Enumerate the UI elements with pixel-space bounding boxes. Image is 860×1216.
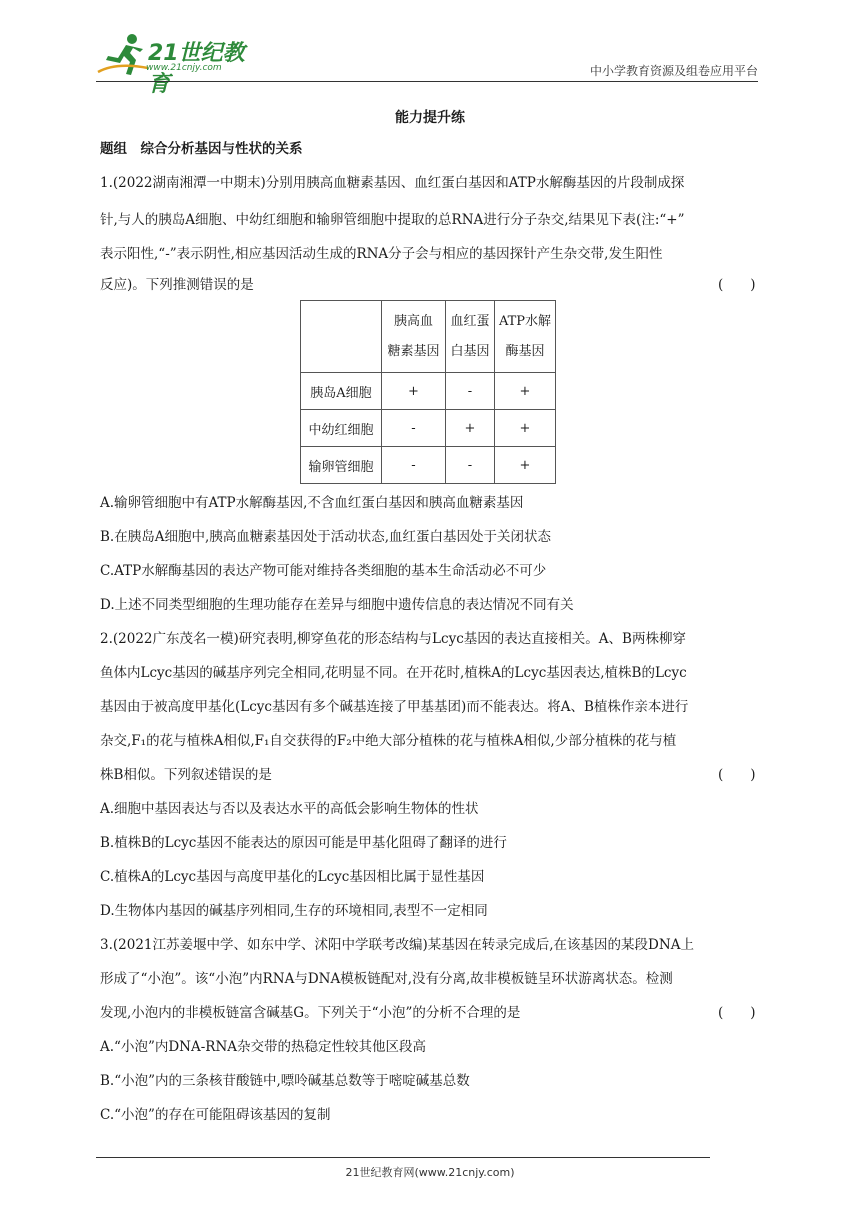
q1-option-d[interactable]: D.上述不同类型细胞的生理功能存在差异与细胞中遗传信息的表达情况不同有关 xyxy=(100,597,574,613)
header-text: 胰高血 xyxy=(393,313,433,329)
q2-option-d[interactable]: D.生物体内基因的碱基序列相同,生存的环境相同,表型不一定相同 xyxy=(100,903,488,919)
q1-line: 表示阳性,“-”表示阴性,相应基因活动生成的RNA分子会与相应的基因探针产生杂交带,发生阳性 xyxy=(100,246,663,262)
table-header xyxy=(446,301,495,373)
table-cell: - xyxy=(446,373,495,410)
gene-probe-table xyxy=(300,300,556,484)
q3-answer-blank[interactable]: ( ) xyxy=(718,1005,756,1021)
q2-line: 鱼体内Lcyc基因的碱基序列完全相同,花明显不同。在开花时,植株A的Lcyc基因表达,植株B的Lcyc xyxy=(100,665,687,681)
q2-line: 2.(2022广东茂名一模)研究表明,柳穿鱼花的形态结构与Lcyc基因的表达直接相关。A、B两株柳穿 xyxy=(100,631,686,647)
q2-line: 基因由于被高度甲基化(Lcyc基因有多个碱基连接了甲基基团)而不能表达。将A、B植株作亲本进行 xyxy=(100,699,689,715)
logo-text: 21世纪教育 xyxy=(148,41,245,97)
q2-answer-blank[interactable]: ( ) xyxy=(718,767,756,783)
q3-option-a[interactable]: A.“小泡”内DNA-RNA杂交带的热稳定性较其他区段高 xyxy=(100,1039,427,1055)
header-text: 酶基因 xyxy=(505,343,545,359)
row-label: 胰岛A细胞 xyxy=(301,373,382,410)
table-row xyxy=(301,410,556,447)
q2-line: 杂交,F₁的花与植株A相似,F₁自交获得的F₂中绝大部分植株的花与植株A相似,少部分植株的花与植 xyxy=(100,733,677,749)
footer-divider xyxy=(96,1157,710,1158)
q1-answer-blank[interactable]: ( ) xyxy=(718,277,756,293)
table-cell: - xyxy=(382,447,446,484)
page-title: 能力提升练 xyxy=(395,110,465,126)
logo-url: www.21cnjy.com xyxy=(146,63,222,73)
q2-option-a[interactable]: A.细胞中基因表达与否以及表达水平的高低会影响生物体的性状 xyxy=(100,801,479,817)
q2-line: 株B相似。下列叙述错误的是 xyxy=(100,767,272,783)
section-heading: 题组 综合分析基因与性状的关系 xyxy=(100,141,303,157)
table-cell: - xyxy=(446,447,495,484)
table-cell: - xyxy=(382,410,446,447)
q3-option-c[interactable]: C.“小泡”的存在可能阻碍该基因的复制 xyxy=(100,1107,331,1123)
row-label: 中幼红细胞 xyxy=(301,410,382,447)
table-header xyxy=(382,301,446,373)
q1-line: 反应)。下列推测错误的是 xyxy=(100,277,254,293)
site-logo[interactable] xyxy=(96,30,256,97)
page-header xyxy=(96,30,758,97)
table-corner xyxy=(301,301,382,373)
footer-text[interactable]: 21世纪教育网(www.21cnjy.com) xyxy=(345,1166,515,1179)
table-row xyxy=(301,373,556,410)
q1-option-b[interactable]: B.在胰岛A细胞中,胰高血糖素基因处于活动状态,血红蛋白基因处于关闭状态 xyxy=(100,529,552,545)
table-cell: + xyxy=(495,410,556,447)
platform-name: 中小学教育资源及组卷应用平台 xyxy=(589,64,758,78)
q3-line: 发现,小泡内的非模板链富含碱基G。下列关于“小泡”的分析不合理的是 xyxy=(100,1005,521,1021)
q1-line: 针,与人的胰岛A细胞、中幼红细胞和输卵管细胞中提取的总RNA进行分子杂交,结果见下表(注:“+” xyxy=(100,212,685,228)
table-cell: + xyxy=(382,373,446,410)
table-row xyxy=(301,447,556,484)
q1-option-c[interactable]: C.ATP水解酶基因的表达产物可能对维持各类细胞的基本生命活动必不可少 xyxy=(100,563,547,579)
table-cell: + xyxy=(495,373,556,410)
q3-line: 3.(2021江苏姜堰中学、如东中学、沭阳中学联考改编)某基因在转录完成后,在该基因的某段DNA上 xyxy=(100,937,694,953)
row-label: 输卵管细胞 xyxy=(301,447,382,484)
header-text: 白基因 xyxy=(450,343,490,359)
runner-logo-icon xyxy=(96,32,152,78)
q2-option-c[interactable]: C.植株A的Lcyc基因与高度甲基化的Lcyc基因相比属于显性基因 xyxy=(100,869,485,885)
header-divider xyxy=(96,81,758,82)
q1-option-a[interactable]: A.输卵管细胞中有ATP水解酶基因,不含血红蛋白基因和胰高血糖素基因 xyxy=(100,495,524,511)
q1-line: 1.(2022湖南湘潭一中期末)分别用胰高血糖素基因、血红蛋白基因和ATP水解酶基因的片段制成探 xyxy=(100,175,685,191)
header-text: 糖素基因 xyxy=(387,343,440,359)
header-text: ATP水解 xyxy=(498,313,552,329)
q3-line: 形成了“小泡”。该“小泡”内RNA与DNA模板链配对,没有分离,故非模板链呈环状游离状态。检测 xyxy=(100,971,673,987)
table-cell: + xyxy=(495,447,556,484)
q2-option-b[interactable]: B.植株B的Lcyc基因不能表达的原因可能是甲基化阻碍了翻译的进行 xyxy=(100,835,507,851)
table-header xyxy=(495,301,556,373)
header-text: 血红蛋 xyxy=(450,313,490,329)
q3-option-b[interactable]: B.“小泡”内的三条核苷酸链中,嘌呤碱基总数等于嘧啶碱基总数 xyxy=(100,1073,470,1089)
table-cell: + xyxy=(446,410,495,447)
